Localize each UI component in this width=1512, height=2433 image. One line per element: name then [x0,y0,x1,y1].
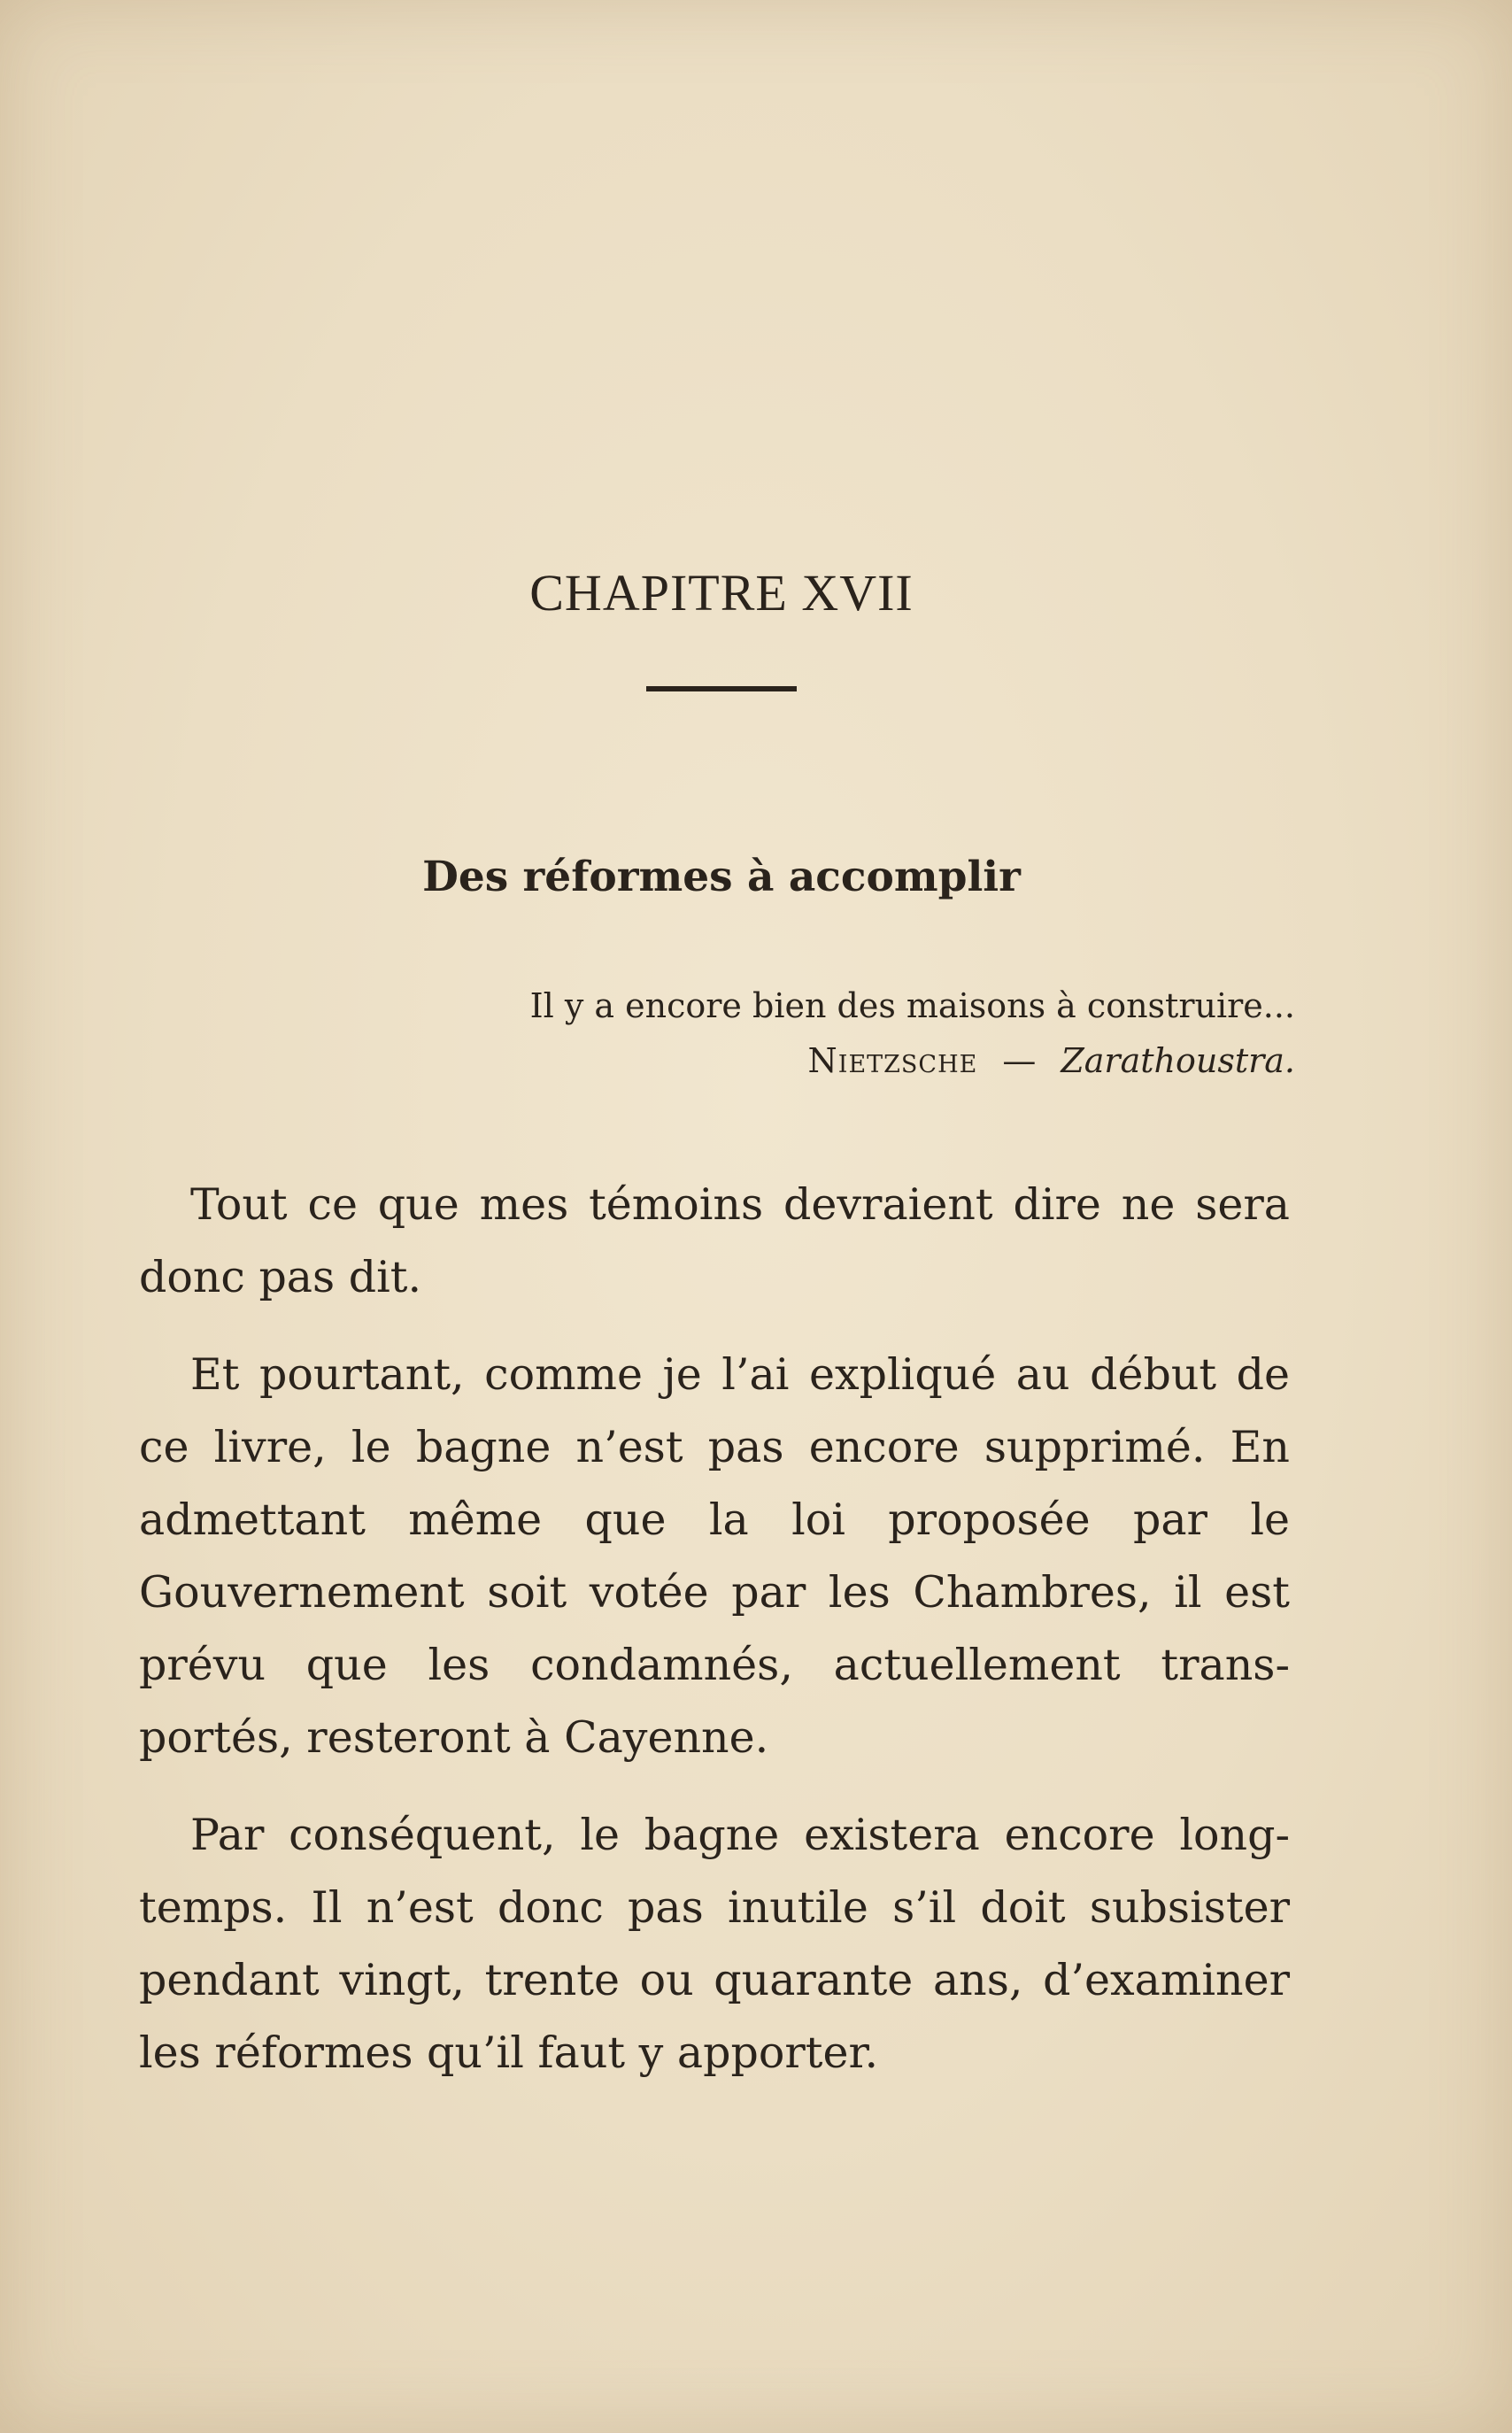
paragraph: Tout ce que mes témoins devraient dire ne sera donc pas dit. [139,1179,1290,1302]
epigraph-separator: — [1002,1041,1037,1080]
epigraph-quote: Il y a encore bien des maisons à construire... [529,986,1295,1025]
epigraph-author: Nietzsche [807,1041,978,1080]
chapter-heading: CHAPITRE XVII [529,564,914,622]
section-title: Des réformes à accomplir [422,853,1021,901]
paragraph: Par conséquent, le bagne existera encore longtemps. Il n’est donc pas inutile s’il doit subsister pendant vingt, trente ou quarante ans, d’examiner les réformes qu’il faut y apporter. [139,1810,1290,2078]
chapter-body [139,1169,1290,2114]
epigraph-work: Zarathoustra. [1061,1041,1295,1080]
epigraph-attribution [530,1033,1295,1088]
epigraph [530,978,1295,1088]
title-rule-divider [646,686,797,691]
paragraph: Et pourtant, comme je l’ai expliqué au début de ce livre, le bagne n’est pas encore supprimé. En admettant même que la loi proposée par le Gouvernement soit votée par les Chambres, il est prévu que les condamnés, actuellement transportés, resteront à Cayenne. [139,1349,1290,1763]
